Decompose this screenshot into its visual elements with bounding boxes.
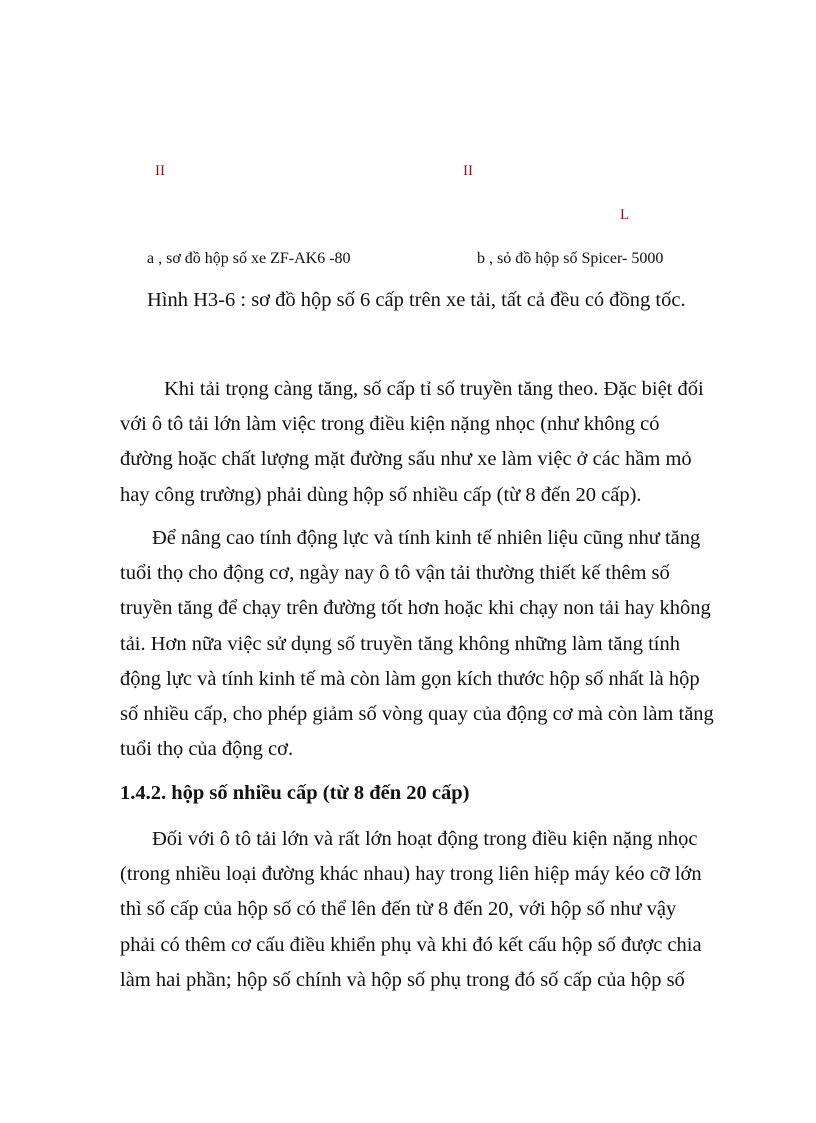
paragraph-line: thì số cấp của hộp số có thể lên đến từ 8 đến 20, với hộp số như vậy	[120, 898, 677, 921]
paragraph-line: Khi tải trọng càng tăng, số cấp tỉ số truyền tăng theo. Đặc biệt đối	[164, 378, 704, 400]
paragraph-line: truyền tăng để chạy trên đường tốt hơn hoặc khi chạy non tải hay không	[120, 597, 711, 620]
paragraph-line: hay công trường) phải dùng hộp số nhiều cấp (từ 8 đến 20 cấp).	[120, 483, 642, 506]
paragraph-line: làm hai phần; hộp số chính và hộp số phụ trong đó số cấp của hộp số	[120, 968, 685, 991]
paragraph-line: tải. Hơn nữa việc sử dụng số truyền tăng không những làm tăng tính	[120, 632, 681, 655]
figure-label-b: b , sỏ đồ hộp số Spicer- 5000	[477, 250, 664, 267]
paragraph-line: đường hoặc chất lượng mặt đường sấu như xe làm việc ở các hầm mỏ	[120, 448, 692, 471]
paragraph-line: Để nâng cao tính động lực và tính kinh tế nhiên liệu cũng như tăng	[152, 527, 701, 549]
paragraph-2	[120, 521, 745, 767]
paragraph-1	[120, 372, 745, 513]
paragraph-line: tuổi thọ của động cơ.	[120, 738, 294, 761]
figure-mark-b: II	[463, 163, 473, 179]
paragraph-line: với ô tô tải lớn làm việc trong điều kiện nặng nhọc (như không có	[120, 413, 660, 436]
paragraph-line: số nhiều cấp, cho phép giảm số vòng quay của động cơ mà còn làm tăng	[120, 703, 714, 726]
paragraph-line: động lực và tính kinh tế mà còn làm gọn kích thước hộp số nhất là hộp	[120, 667, 700, 690]
paragraph-line: tuổi thọ cho động cơ, ngày nay ô tô vận tải thường thiết kế thêm số	[120, 562, 670, 585]
figure-label-a: a , sơ đồ hộp số xe ZF-AK6 -80	[147, 250, 351, 267]
figure-mark-l: L	[620, 207, 630, 223]
figure-caption: Hình H3-6 : sơ đồ hộp số 6 cấp trên xe tải, tất cả đều có đồng tốc.	[147, 289, 686, 311]
paragraph-3	[120, 822, 745, 998]
figure-mark-a: II	[155, 163, 165, 179]
section-heading: 1.4.2. hộp số nhiều cấp (từ 8 đến 20 cấp)	[120, 782, 470, 804]
paragraph-line: Đối với ô tô tải lớn và rất lớn hoạt động trong điều kiện nặng nhọc	[152, 828, 698, 850]
paragraph-line: phải có thêm cơ cấu điều khiển phụ và khi đó kết cấu hộp số được chia	[120, 933, 702, 956]
paragraph-line: (trong nhiều loại đường khác nhau) hay trong liên hiệp máy kéo cỡ lớn	[120, 863, 702, 886]
